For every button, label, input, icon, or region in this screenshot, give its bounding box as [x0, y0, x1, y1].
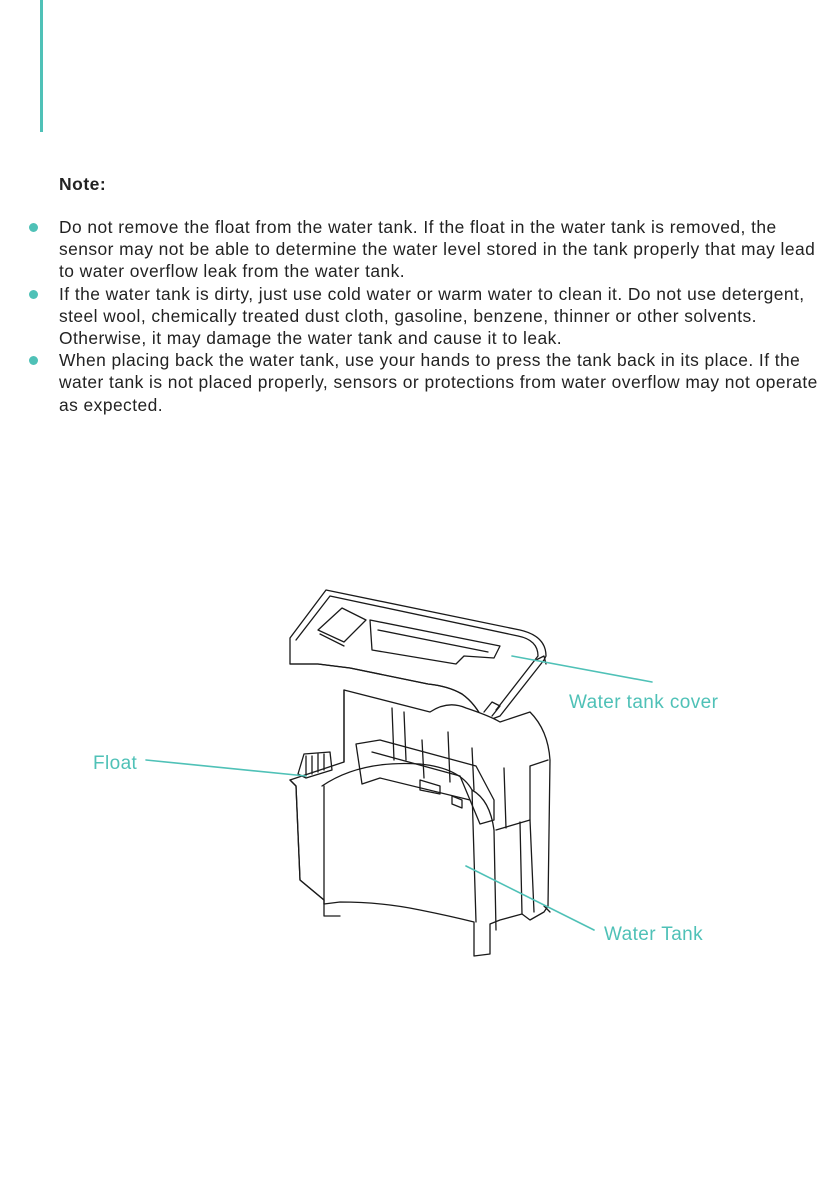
note-heading: Note: [59, 174, 107, 194]
bullet-icon [29, 223, 38, 232]
tank-body-drawing [290, 690, 550, 956]
note-item-cleaning [28, 283, 818, 350]
note-text: Do not remove the float from the water tank. If the float in the water tank is removed, the sensor may not be able to determine the water level stored in the tank properly that may lead to water overflow leak from the water tank. [59, 217, 816, 282]
float-leader-line [146, 760, 306, 776]
side-accent-rule [40, 0, 43, 132]
note-text: When placing back the water tank, use your hands to press the tank back in its place. If the water tank is not placed properly, sensors or protections from water overflow may not operate as expected. [59, 350, 818, 415]
water-tank-cover-label: Water tank cover [569, 692, 719, 713]
water-tank-label: Water Tank [604, 924, 704, 945]
float-label: Float [93, 753, 138, 774]
notes-list [28, 216, 818, 416]
bullet-icon [29, 290, 38, 299]
note-item-placement [28, 349, 818, 416]
bullet-icon [29, 356, 38, 365]
note-item-float [28, 216, 818, 283]
note-text: If the water tank is dirty, just use cold water or warm water to clean it. Do not use detergent, steel wool, chemically treated dust cloth, gasoline, benzene, thinner or other solvents. Otherwise, it may damage the water tank and cause it to leak. [59, 283, 805, 349]
tank-cover-drawing [290, 590, 546, 722]
